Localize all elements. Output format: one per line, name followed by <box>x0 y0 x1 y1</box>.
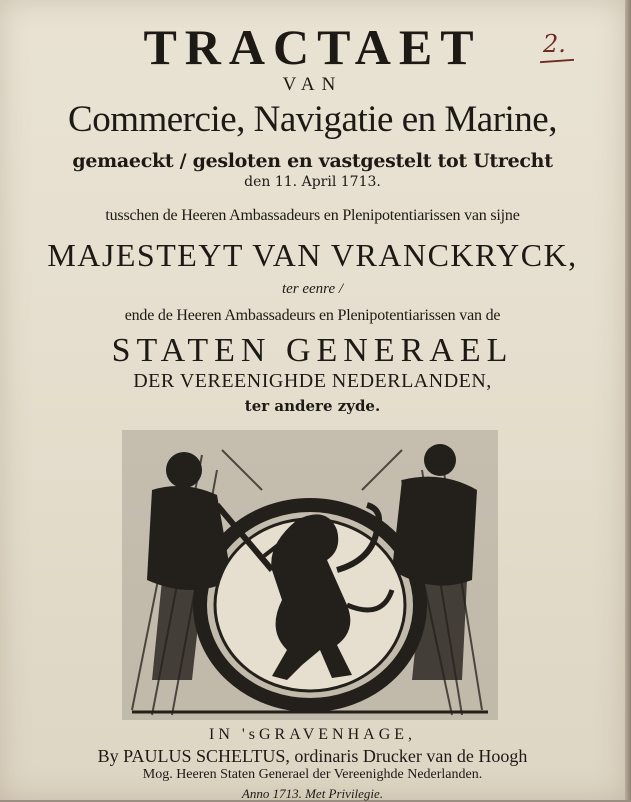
between-line: tusschen de Heeren Ambassadeurs en Plenipotentiarissen van sijne <box>105 207 520 224</box>
first-side-line: ter eenre / <box>281 281 344 297</box>
other-side-line: ter andere zyde. <box>244 397 381 415</box>
document-subtitle: Commercie, Navigatie en Marine, <box>68 99 557 140</box>
imprint-line: Anno 1713. Met Privilegie. <box>241 786 384 801</box>
handwritten-number: 2. <box>543 30 566 58</box>
lion-rampant-woodcut-icon <box>122 430 498 720</box>
printer-line-2: Mog. Heeren Staten Generael der Vereenighde Nederlanden. <box>142 767 483 782</box>
van-line: VAN <box>282 74 343 95</box>
page-edge <box>625 0 631 800</box>
and-line: ende de Heeren Ambassadeurs en Plenipotentiarissen van de <box>124 307 501 324</box>
place-line: IN 'sGRAVENHAGE, <box>208 726 417 743</box>
states-general-line: STATEN GENERAEL <box>111 332 514 369</box>
date-line: den 11. April 1713. <box>244 174 381 190</box>
document-title: TRACTAET <box>143 19 482 75</box>
concluded-line: gemaeckt / gesloten en vastgestelt tot Utrecht <box>72 150 553 172</box>
netherlands-line: DER VEREENIGHDE NEDERLANDEN, <box>133 370 492 392</box>
majesty-line: MAJESTEYT VAN VRANCKRYCK, <box>47 237 578 273</box>
printer-line: By PAULUS SCHELTUS, ordinaris Drucker van de Hoogh <box>97 746 528 766</box>
